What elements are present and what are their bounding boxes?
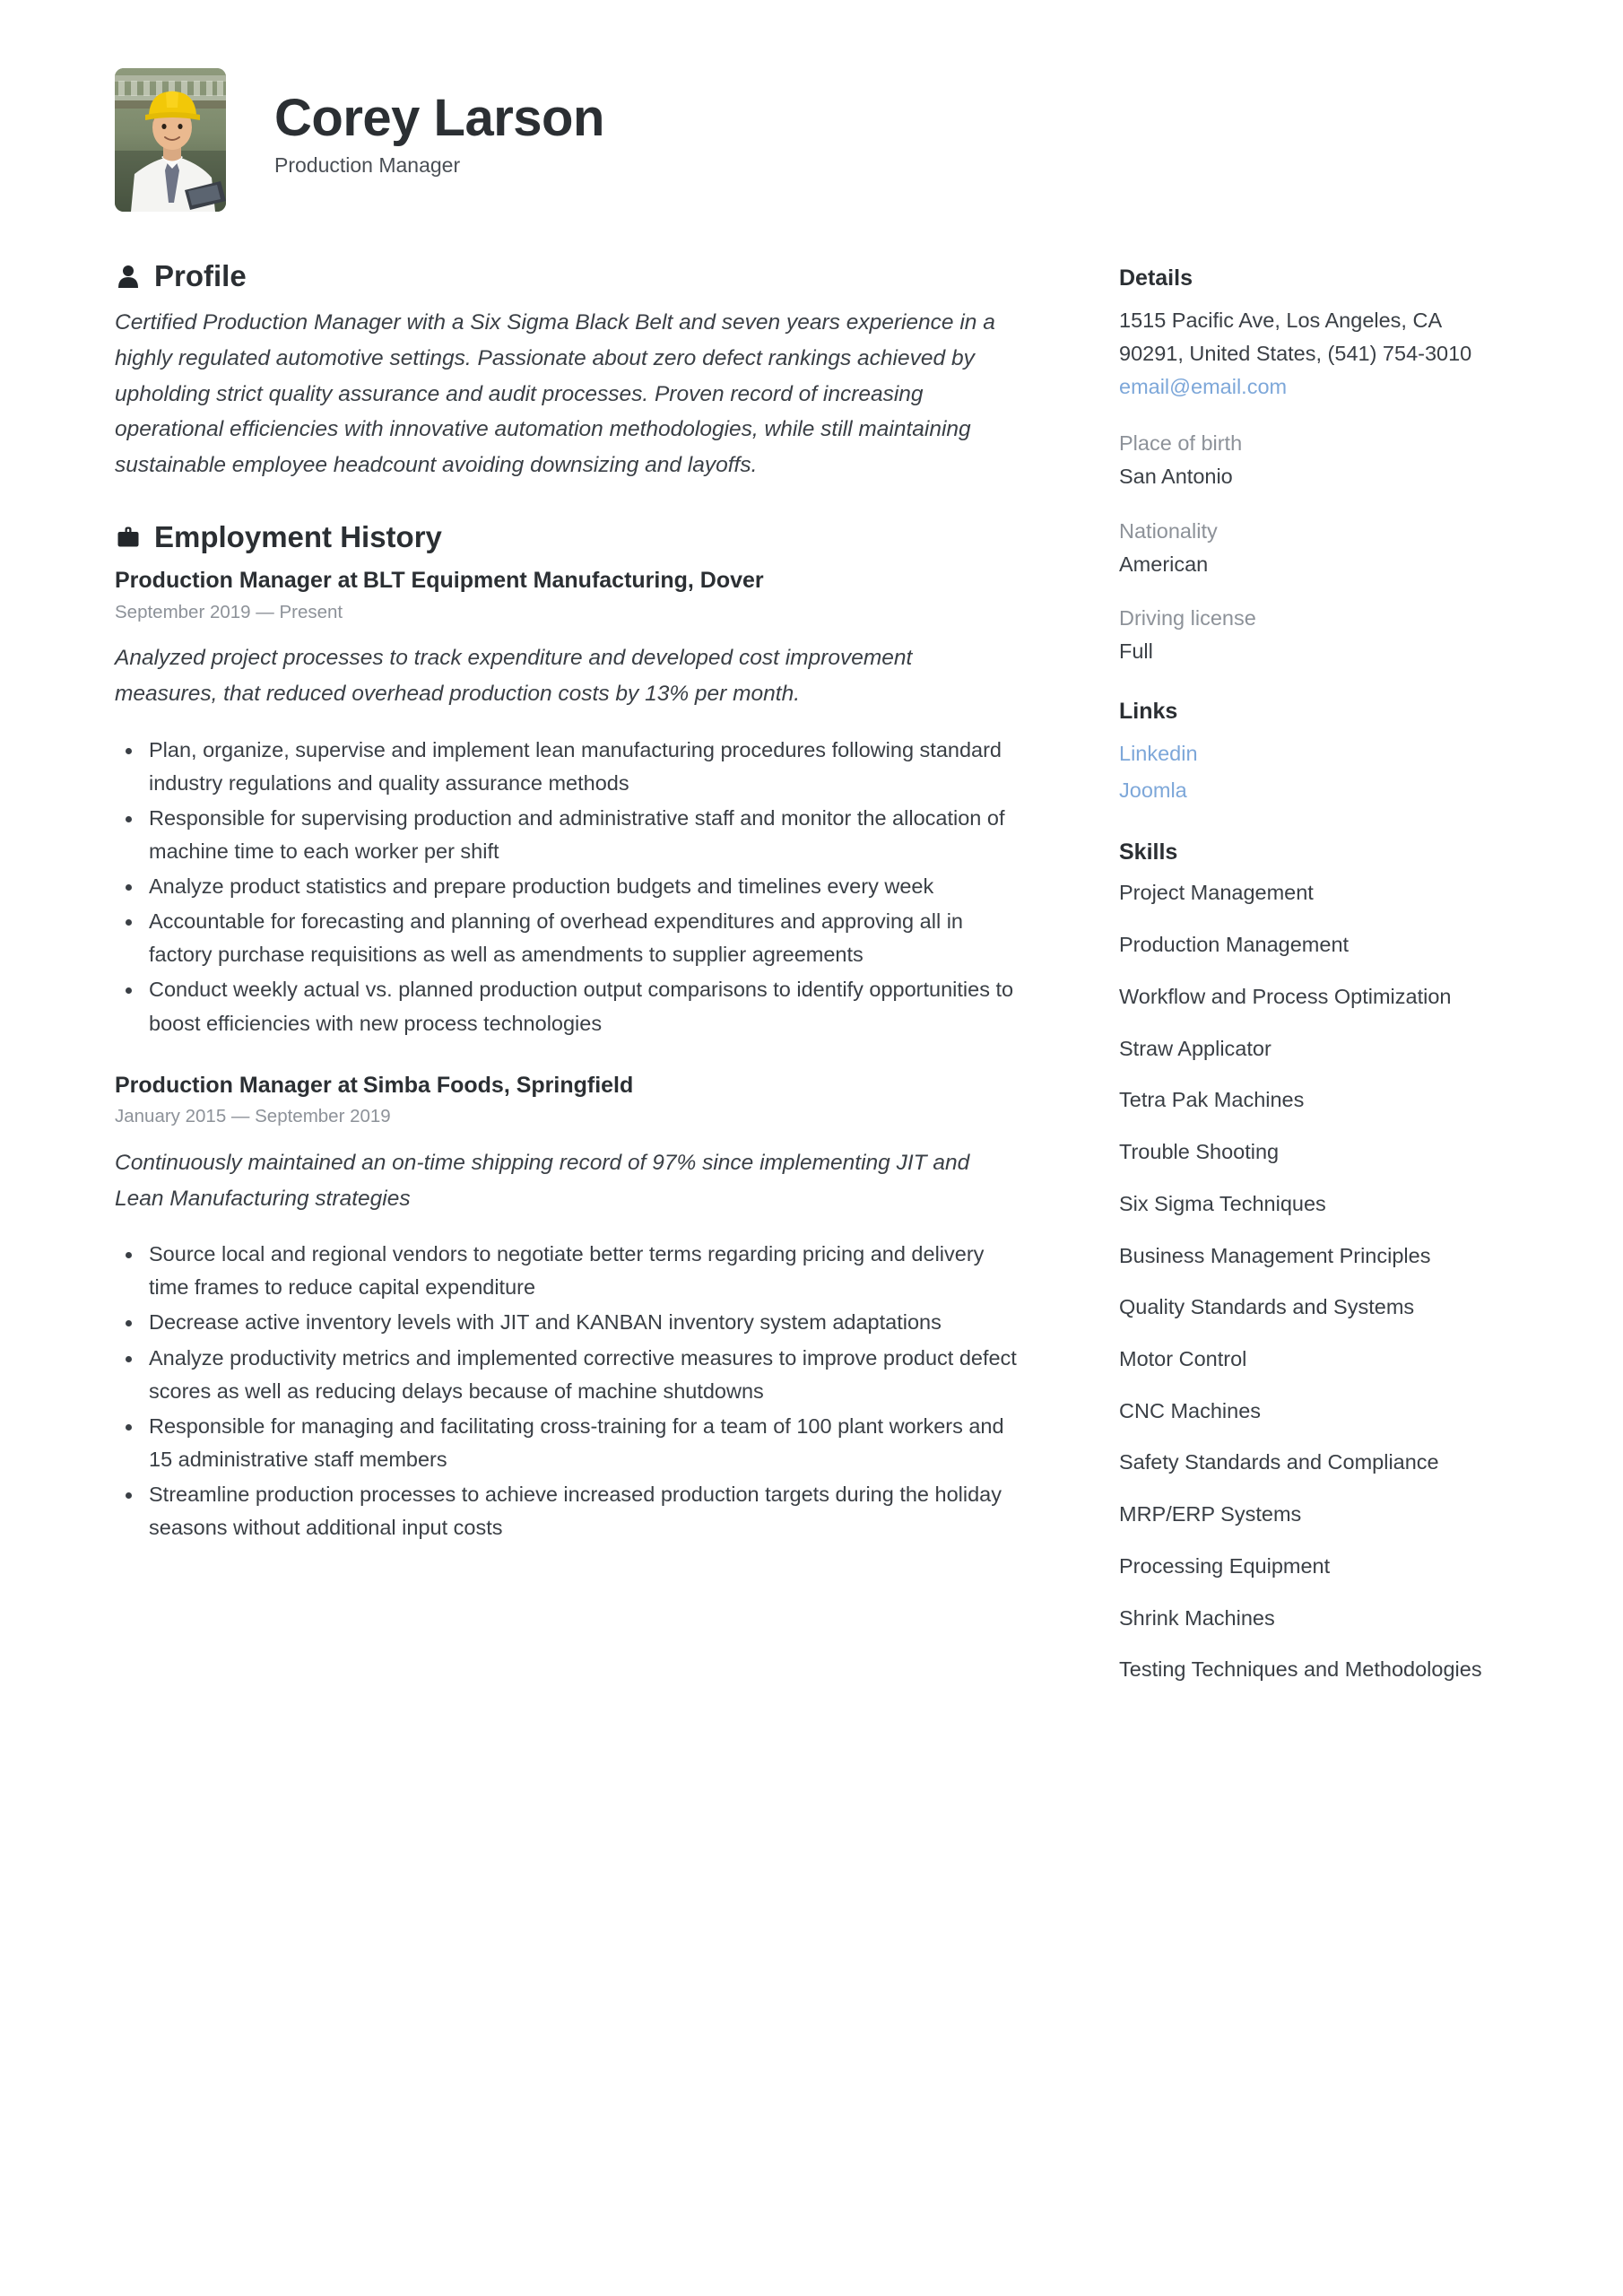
header-job-title: Production Manager <box>274 153 461 178</box>
profile-heading <box>115 260 1020 292</box>
resume-header <box>115 0 1515 221</box>
profile-section <box>115 260 1020 483</box>
main-column <box>115 260 1020 1582</box>
detail-value: San Antonio <box>1119 464 1233 488</box>
details-address: 1515 Pacific Ave, Los Angeles, CA 90291, United States, (541) 754-3010 <box>1119 308 1472 365</box>
list-item: Production Management <box>1119 933 1350 957</box>
detail-field-place-of-birth <box>1119 429 1505 491</box>
briefcase-icon <box>115 524 142 551</box>
list-item: Six Sigma Techniques <box>1119 1191 1326 1215</box>
list-item: Responsible for managing and facilitating cross-training for a team of 100 plant workers and 15 administrative staff members <box>115 1410 1020 1476</box>
list-item: Safety Standards and Compliance <box>1119 1450 1439 1474</box>
portrait-photo-illustration <box>115 68 226 212</box>
skills-block <box>1119 838 1505 1686</box>
profile-heading-label: Profile <box>154 259 247 292</box>
list-item: Responsible for supervising production and administrative staff and monitor the allocation of machine time to each worker per shift <box>115 802 1020 868</box>
job-summary: Continuously maintained an on-time shipping record of 97% since implementing JIT and Lean Manufacturing strategies <box>115 1150 970 1211</box>
list-item: Processing Equipment <box>1119 1553 1331 1578</box>
list-item: Workflow and Process Optimization <box>1119 984 1452 1008</box>
job-dates: January 2015 — September 2019 <box>115 1106 391 1127</box>
link-joomla[interactable]: Joomla <box>1119 778 1187 802</box>
job-bullets <box>115 1238 1020 1544</box>
job-bullets <box>115 734 1020 1040</box>
list-item: Motor Control <box>1119 1346 1247 1370</box>
details-email-link[interactable]: email@email.com <box>1119 374 1288 398</box>
job-title-line <box>115 1071 1020 1100</box>
list-item: Streamline production processes to achieve increased production targets during the holiday seasons without additional input costs <box>115 1478 1020 1544</box>
list-item: Tetra Pak Machines <box>1119 1088 1305 1112</box>
list-item: Testing Techniques and Methodologies <box>1119 1657 1482 1682</box>
skills-heading: Skills <box>1119 839 1178 865</box>
job-company: Simba Foods, Springfield <box>362 1072 634 1098</box>
link-linkedin[interactable]: Linkedin <box>1119 741 1198 765</box>
profile-text: Certified Production Manager with a Six Sigma Black Belt and seven years experience in a highly regulated automotive settings. Passionate about zero defect rankings achieved by upholding strict quality assurance and audit processes. Proven record of increasing operational efficiencies with innovative automation methodologies, while still maintaining sustainable employee headcount avoiding downsizing and layoffs. <box>115 310 995 478</box>
skills-list <box>1119 877 1505 1686</box>
employment-heading-label: Employment History <box>154 519 442 553</box>
links-heading: Links <box>1119 699 1178 725</box>
details-heading: Details <box>1119 265 1193 291</box>
resume-body <box>115 260 1515 1717</box>
job-entry <box>115 1071 1020 1545</box>
list-item: Trouble Shooting <box>1119 1140 1280 1164</box>
list-item: Source local and regional vendors to negotiate better terms regarding pricing and delivery time frames to reduce capital expenditure <box>115 1238 1020 1304</box>
details-block <box>1119 264 1505 666</box>
list-item: Analyze product statistics and prepare production budgets and timelines every week <box>115 870 1020 903</box>
list-item: CNC Machines <box>1119 1398 1262 1422</box>
job-dates: September 2019 — Present <box>115 601 343 622</box>
employment-section <box>115 521 1020 1545</box>
job-role: Production Manager at <box>115 1072 358 1098</box>
detail-field-nationality <box>1119 517 1505 579</box>
detail-label: Driving license <box>1119 606 1256 631</box>
links-block <box>1119 697 1505 807</box>
detail-value: Full <box>1119 639 1153 664</box>
list-item: Straw Applicator <box>1119 1036 1271 1060</box>
job-title-line <box>115 566 1020 596</box>
list-item: Decrease active inventory levels with JIT and KANBAN inventory system adaptations <box>115 1306 1020 1339</box>
list-item: Conduct weekly actual vs. planned production output comparisons to identify opportunities to boost efficiencies with new process technologies <box>115 973 1020 1039</box>
links-list <box>1119 737 1505 807</box>
list-item: Shrink Machines <box>1119 1605 1275 1630</box>
job-summary: Analyzed project processes to track expenditure and developed cost improvement measures, that reduced overhead production costs by 13% per month. <box>115 646 913 706</box>
job-entry <box>115 566 1020 1040</box>
list-item: MRP/ERP Systems <box>1119 1502 1302 1526</box>
employment-heading <box>115 521 1020 553</box>
detail-field-driving-license <box>1119 604 1505 666</box>
job-company: BLT Equipment Manufacturing, Dover <box>362 568 764 594</box>
list-item: Accountable for forecasting and planning of overhead expenditures and approving all in factory purchase requisitions as well as amendments to supplier agreements <box>115 905 1020 971</box>
page-title: Corey Larson <box>274 88 604 147</box>
sidebar <box>1119 260 1505 1717</box>
person-icon <box>115 263 142 290</box>
list-item: Business Management Principles <box>1119 1243 1431 1267</box>
header-text <box>274 88 604 188</box>
detail-label: Nationality <box>1119 518 1218 543</box>
detail-value: American <box>1119 552 1209 576</box>
job-role: Production Manager at <box>115 568 358 594</box>
list-item: Analyze productivity metrics and implemented corrective measures to improve product defect scores as well as reducing delays because of machine shutdowns <box>115 1342 1020 1408</box>
list-item: Plan, organize, supervise and implement lean manufacturing procedures following standard industry regulations and quality assurance methods <box>115 734 1020 800</box>
list-item: Project Management <box>1119 881 1314 905</box>
list-item: Quality Standards and Systems <box>1119 1295 1415 1319</box>
detail-label: Place of birth <box>1119 430 1243 455</box>
avatar <box>115 68 226 212</box>
